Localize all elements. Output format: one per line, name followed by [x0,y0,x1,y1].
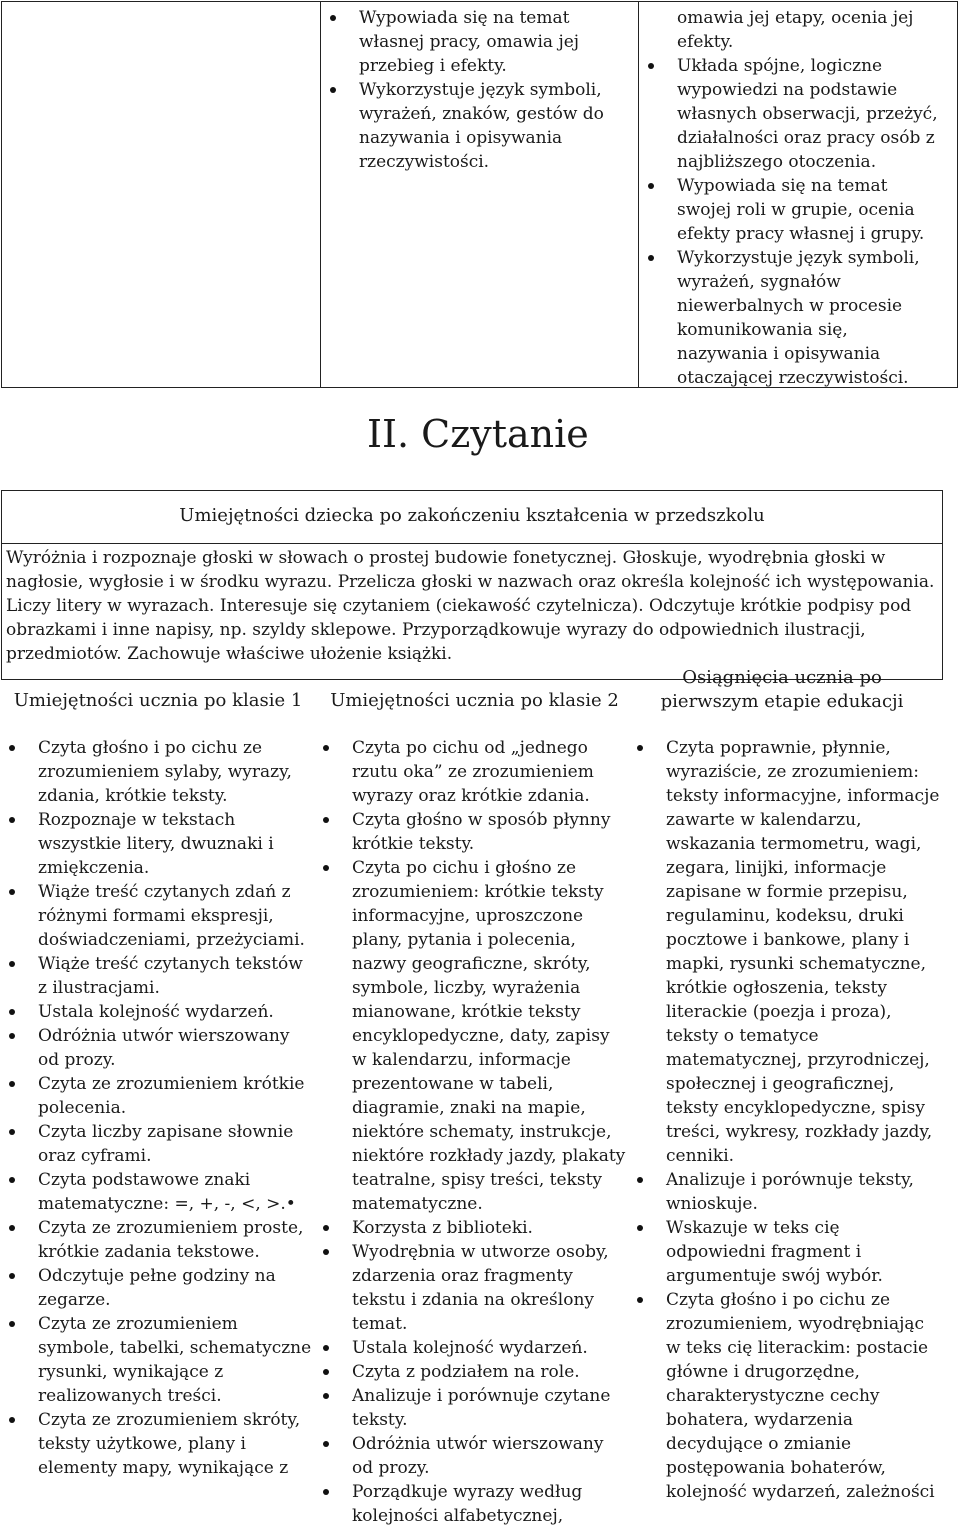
bullet-icon [637,1297,643,1303]
bullet-icon [323,865,329,871]
list-item-text: Porządkuje wyrazy według kolejności alfabetycznej, [352,1482,583,1526]
header-stage1: Osiągnięcia ucznia po pierwszym etapie edukacji [660,667,904,712]
list-item-text: Rozpoznaje w tekstach wszystkie litery, dwuznaki i zmiękczenia. [38,810,274,878]
bullet-icon [323,1345,329,1351]
list-item-text: Wypowiada się na temat swojej roli w grupie, ocenia efekty pracy własnej i grupy. [677,176,925,244]
bullet-icon [9,1177,15,1183]
list-item-text: Czyta ze zrozumieniem proste, krótkie zadania tekstowe. [38,1218,304,1262]
list-item-text: Wykorzystuje język symboli, wyrażeń, sygnałów niewerbalnych w procesie komunikowania się, nazywania i opisywania otaczającej rzeczywistości. [677,248,920,388]
list-item-text: Czyta głośno i po cichu ze zrozumieniem, wyodrębniając w teks cię literackim: postacie główne i drugorzędne, charakterystyczne cechy bohatera, wydarzenia decydujące o zmianie postępowania bohaterów, kolejność wydarzeń, zależności [666,1290,935,1502]
list-item [2,736,312,808]
list-item-text: Czyta z podziałem na role. [352,1362,580,1382]
bullet-icon [9,1081,15,1087]
list-item-text: Czyta ze zrozumieniem symbole, tabelki, schematyczne rysunki, wynikające z realizowanych treści. [38,1314,312,1406]
list-item [316,856,628,1216]
stage1-column [630,736,940,1504]
list-item [630,1216,940,1288]
list-item-text: Odróżnia utwór wierszowany od prozy. [352,1434,604,1478]
list-item [2,880,312,952]
list-item [630,736,940,1168]
list-item-text: Wiąże treść czytanych zdań z różnymi formami ekspresji, doświadczeniami, przeżyciami. [38,882,305,950]
list-item-text: Wypowiada się na temat własnej pracy, omawia jej przebieg i efekty. [359,8,580,76]
list-item [323,6,623,78]
list-item-text: Ustala kolejność wydarzeń. [38,1002,274,1022]
list-item [641,246,941,390]
top-col3-continuation: omawia jej etapy, ocenia jej efekty. [677,8,914,52]
list-item-text: Czyta po cichu i głośno ze zrozumieniem: krótkie teksty informacyjne, uproszczone plany, pytania i polecenia, nazwy geograficzne, skróty, symbole, liczby, wyrażenia mianowane, krótkie teksty encyklopedyczne, daty, zapisy w kalendarzu, informacje prezentowane w tabeli, diagramie, znaki na mapie, niektóre schematy, instrukcje, niektóre rozkłady jazdy, plakaty teatralne, spisy treści, teksty matematyczne. [352,858,626,1214]
list-item-text: Czyta po cichu od „jednego rzutu oka” ze zrozumieniem wyrazy oraz krótkie zdania. [352,738,594,806]
header-class2: Umiejętności ucznia po klasie 2 [330,690,619,711]
list-item [2,808,312,880]
list-item-text: Wiąże treść czytanych tekstów z ilustracjami. [38,954,303,998]
bullet-icon [637,745,643,751]
bullet-icon [9,1321,15,1327]
list-item-text: Czyta głośno i po cichu ze zrozumieniem sylaby, wyrazy, zdania, krótkie teksty. [38,738,292,806]
preschool-title: Umiejętności dziecka po zakończeniu kształcenia w przedszkolu [179,505,765,526]
list-item [316,1336,628,1360]
bullet-icon [330,87,336,93]
list-item-text: Czyta liczby zapisane słownie oraz cyframi. [38,1122,294,1166]
bullet-icon [9,1033,15,1039]
bullet-icon [9,1225,15,1231]
list-item [2,1120,312,1168]
bullet-icon [648,63,654,69]
list-item [316,736,628,808]
list-item-text: Analizuje i porównuje czytane teksty. [352,1386,611,1430]
list-item [2,1024,312,1072]
list-item [630,1288,940,1504]
list-item-text: Układa spójne, logiczne wypowiedzi na podstawie własnych obserwacji, przeżyć, działalności oraz pracy osób z najbliższego otoczenia. [677,56,938,172]
list-item-text: Czyta poprawnie, płynnie, wyraziście, ze zrozumieniem: teksty informacyjne, informacje zawarte w kalendarzu, wskazania termometru, wagi, zegara, linijki, informacje zapisane w formie przepisu, regulaminu, kodeksu, druki pocztowe i bankowe, plany i mapki, rysunki schematyczne, krótkie ogłoszenia, teksty literackie (poezja i proza), teksty o tematyce matematycznej, przyrodniczej, społecznej i geograficznej, teksty encyklopedyczne, spisy treści, wykresy, rozkłady jazdy, cenniki. [666,738,940,1166]
list-item [2,1408,312,1480]
bullet-icon [323,1249,329,1255]
top-table-divider-2 [638,1,639,388]
section-title: II. Czytanie [367,412,589,456]
bullet-icon [9,889,15,895]
list-item-text: Czyta ze zrozumieniem skróty, teksty użytkowe, plany i elementy mapy, wynikające z [38,1410,301,1478]
list-item [316,1384,628,1432]
list-item [2,1264,312,1312]
top-col3 [641,6,941,390]
bullet-icon [637,1225,643,1231]
list-item-text: Analizuje i porównuje teksty, wnioskuje. [666,1170,914,1214]
list-item [2,1072,312,1120]
preschool-divider [1,543,943,544]
list-item [2,1168,312,1216]
list-item [630,1168,940,1216]
bullet-icon [9,961,15,967]
list-item [316,1216,628,1240]
list-item-text: Czyta ze zrozumieniem krótkie polecenia. [38,1074,305,1118]
bullet-icon [648,255,654,261]
list-item [316,1240,628,1336]
list-item [2,1312,312,1408]
list-item [2,952,312,1000]
list-item [316,808,628,856]
list-item [2,1216,312,1264]
bullet-icon [323,1393,329,1399]
bullet-icon [323,1441,329,1447]
bullet-icon [323,817,329,823]
list-item-text: Odróżnia utwór wierszowany od prozy. [38,1026,290,1070]
list-item [641,174,941,246]
bullet-icon [648,183,654,189]
bullet-icon [9,1129,15,1135]
bullet-icon [323,1225,329,1231]
list-item-text: Korzysta z biblioteki. [352,1218,533,1238]
list-item-text: Czyta głośno w sposób płynny krótkie teksty. [352,810,611,854]
list-item-text: Wykorzystuje język symboli, wyrażeń, znaków, gestów do nazywania i opisywania rzeczywistości. [359,80,604,172]
bullet-icon [323,1369,329,1375]
list-item-text: Odczytuje pełne godziny na zegarze. [38,1266,276,1310]
bullet-icon [9,817,15,823]
class1-column [2,736,312,1480]
class2-column [316,736,628,1528]
list-item-text: Wskazuje w teks cię odpowiedni fragment i argumentuje swój wybór. [666,1218,883,1286]
list-item [641,54,941,174]
preschool-text: Wyróżnia i rozpoznaje głoski w słowach o prostej budowie fonetycznej. Głoskuje, wyodrębnia głoski w nagłosie, wygłosie i w środku wyrazu. Przelicza głoski w nazwach oraz określa kolejność ich występowania. Liczy litery w wyrazach. Interesuje się czytaniem (ciekawość czytelnicza). Odczytuje krótkie podpisy pod obrazkami i inne napisy, np. szyldy sklepowe. Przyporządkowuje wyrazy do odpowiednich ilustracji, przedmiotów. Zachowuje właściwe ułożenie książki. [6,548,935,664]
list-item-text: Wyodrębnia w utworze osoby, zdarzenia oraz fragmenty tekstu i zdania na określony temat. [352,1242,609,1334]
top-table-divider-1 [320,1,321,388]
bullet-icon [323,1489,329,1495]
bullet-icon [323,745,329,751]
top-col2 [323,6,623,174]
list-item-text: Ustala kolejność wydarzeń. [352,1338,588,1358]
list-item [2,1000,312,1024]
bullet-icon [9,745,15,751]
list-item-text: Czyta podstawowe znaki matematyczne: =, +, -, <, >.• [38,1170,296,1214]
list-item [323,78,623,174]
list-item [316,1432,628,1480]
header-class1: Umiejętności ucznia po klasie 1 [13,690,303,711]
bullet-icon [9,1009,15,1015]
bullet-icon [330,15,336,21]
list-item [316,1360,628,1384]
bullet-icon [9,1273,15,1279]
list-item [316,1480,628,1528]
bullet-icon [637,1177,643,1183]
bullet-icon [9,1417,15,1423]
